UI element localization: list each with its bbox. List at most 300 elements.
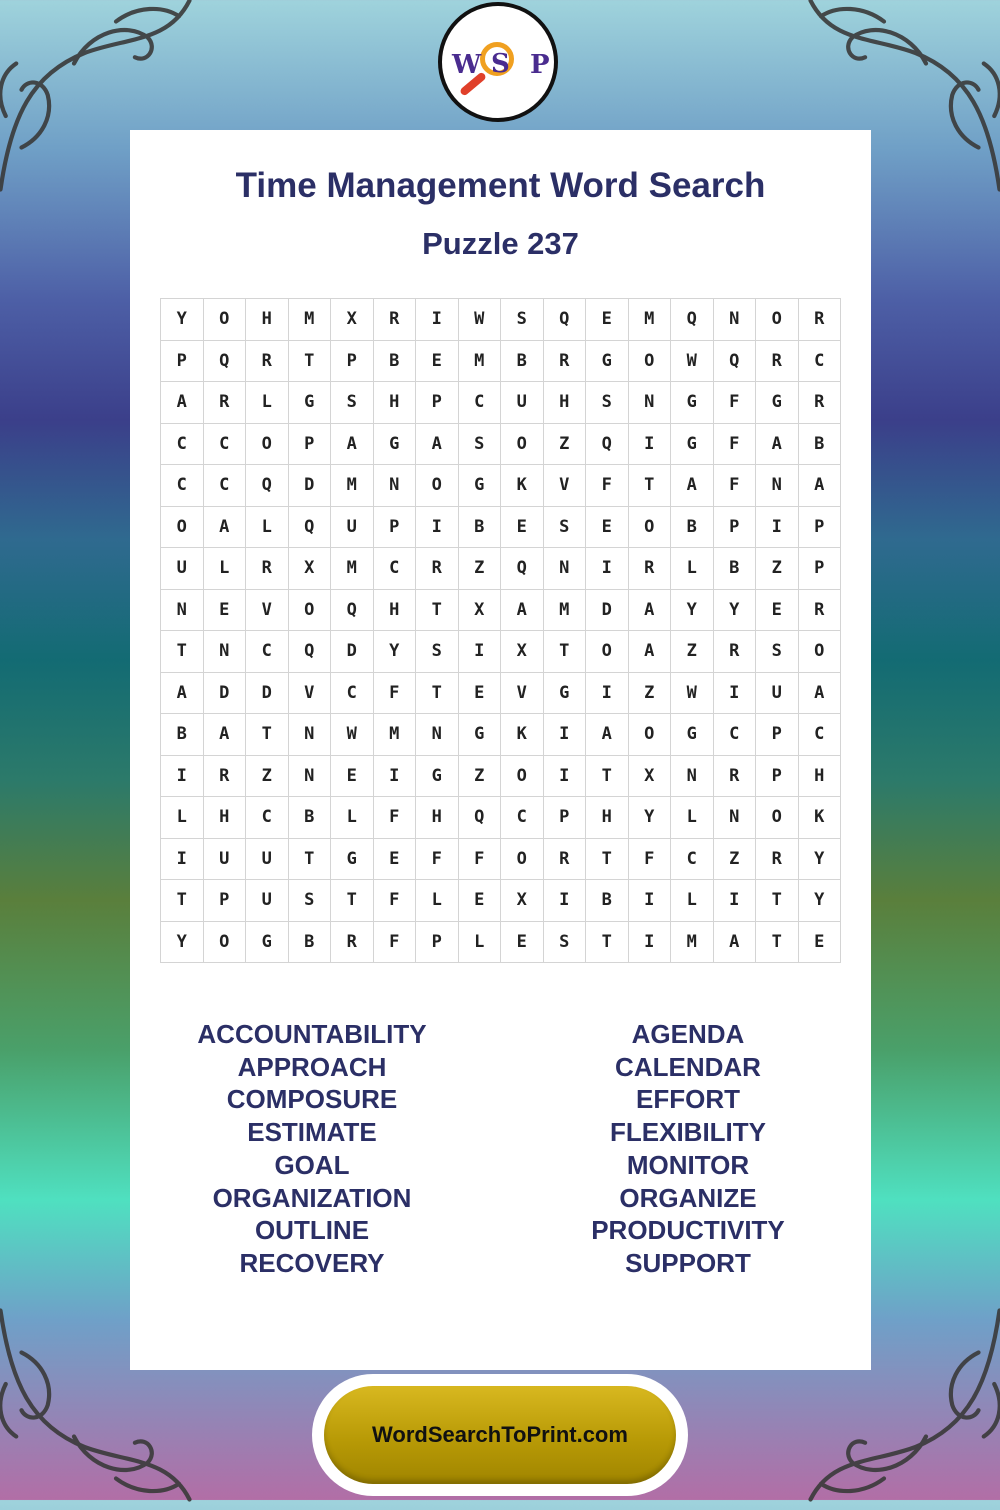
grid-cell: U [246, 880, 289, 922]
grid-row [161, 340, 841, 382]
grid-cell: P [713, 506, 756, 548]
grid-cell: I [161, 755, 204, 797]
grid-cell: F [458, 838, 501, 880]
grid-cell: P [373, 506, 416, 548]
grid-cell: F [713, 423, 756, 465]
grid-cell: E [203, 589, 246, 631]
grid-cell: O [161, 506, 204, 548]
grid-cell: W [671, 672, 714, 714]
puzzle-card [130, 130, 871, 1370]
grid-cell: O [288, 589, 331, 631]
grid-cell: Q [671, 299, 714, 341]
word-item: APPROACH [237, 1051, 387, 1082]
grid-cell: O [246, 423, 289, 465]
grid-cell: N [373, 465, 416, 507]
grid-cell: G [586, 340, 629, 382]
grid-cell: I [543, 755, 586, 797]
grid-cell: N [203, 631, 246, 673]
grid-cell: P [756, 714, 799, 756]
grid-row [161, 423, 841, 465]
grid-cell: L [671, 548, 714, 590]
grid-cell: H [798, 755, 841, 797]
grid-cell: A [798, 672, 841, 714]
grid-cell: Q [288, 631, 331, 673]
grid-cell: B [373, 340, 416, 382]
grid-cell: K [501, 465, 544, 507]
grid-cell: Z [246, 755, 289, 797]
grid-cell: N [713, 299, 756, 341]
grid-cell: A [203, 506, 246, 548]
grid-cell: E [458, 672, 501, 714]
grid-cell: N [671, 755, 714, 797]
grid-cell: E [501, 921, 544, 963]
grid-cell: A [203, 714, 246, 756]
grid-cell: I [628, 423, 671, 465]
grid-cell: F [713, 382, 756, 424]
grid-cell: O [756, 299, 799, 341]
grid-cell: R [798, 589, 841, 631]
grid-cell: M [331, 548, 374, 590]
grid-cell: P [416, 921, 459, 963]
grid-cell: P [161, 340, 204, 382]
grid-row [161, 880, 841, 922]
grid-cell: O [501, 755, 544, 797]
grid-cell: C [161, 465, 204, 507]
grid-cell: F [713, 465, 756, 507]
grid-cell: D [331, 631, 374, 673]
grid-cell: F [373, 797, 416, 839]
grid-cell: R [798, 299, 841, 341]
grid-cell: M [628, 299, 671, 341]
grid-cell: C [373, 548, 416, 590]
grid-cell: G [671, 714, 714, 756]
grid-cell: G [543, 672, 586, 714]
grid-cell: L [203, 548, 246, 590]
grid-cell: E [501, 506, 544, 548]
grid-row [161, 382, 841, 424]
grid-cell: Q [713, 340, 756, 382]
grid-cell: Q [501, 548, 544, 590]
grid-cell: W [331, 714, 374, 756]
grid-cell: M [543, 589, 586, 631]
grid-cell: I [458, 631, 501, 673]
grid-cell: R [628, 548, 671, 590]
grid-cell: V [543, 465, 586, 507]
grid-cell: C [798, 714, 841, 756]
grid-cell: T [331, 880, 374, 922]
word-item: COMPOSURE [226, 1084, 398, 1115]
grid-cell: Y [713, 589, 756, 631]
word-item: CALENDAR [615, 1051, 761, 1082]
grid-cell: B [586, 880, 629, 922]
grid-cell: N [628, 382, 671, 424]
grid-cell: P [416, 382, 459, 424]
grid-cell: L [246, 506, 289, 548]
grid-cell: Z [628, 672, 671, 714]
grid-row [161, 838, 841, 880]
grid-row [161, 548, 841, 590]
grid-cell: I [543, 714, 586, 756]
grid-cell: X [501, 631, 544, 673]
grid-cell: Y [161, 299, 204, 341]
grid-cell: D [586, 589, 629, 631]
grid-cell: A [501, 589, 544, 631]
word-item: FLEXIBILITY [610, 1117, 766, 1148]
grid-row [161, 714, 841, 756]
grid-cell: R [756, 838, 799, 880]
grid-cell: E [586, 299, 629, 341]
grid-cell: Z [713, 838, 756, 880]
word-item: ACCOUNTABILITY [197, 1019, 427, 1049]
grid-cell: G [458, 714, 501, 756]
grid-cell: T [628, 465, 671, 507]
grid-cell: N [288, 714, 331, 756]
grid-cell: Z [671, 631, 714, 673]
grid-cell: I [628, 921, 671, 963]
grid-cell: G [671, 423, 714, 465]
grid-cell: L [671, 797, 714, 839]
grid-cell: E [458, 880, 501, 922]
site-link-label[interactable]: WordSearchToPrint.com [324, 1386, 676, 1484]
grid-cell: B [713, 548, 756, 590]
letter-grid [160, 298, 841, 963]
grid-cell: G [416, 755, 459, 797]
grid-cell: N [416, 714, 459, 756]
grid-cell: T [288, 340, 331, 382]
grid-cell: A [756, 423, 799, 465]
grid-cell: B [458, 506, 501, 548]
grid-cell: I [586, 548, 629, 590]
grid-cell: D [203, 672, 246, 714]
grid-cell: U [756, 672, 799, 714]
logo-letter-w: W [452, 50, 482, 80]
grid-cell: R [416, 548, 459, 590]
grid-cell: X [458, 589, 501, 631]
grid-cell: B [161, 714, 204, 756]
grid-cell: A [628, 589, 671, 631]
grid-cell: R [756, 340, 799, 382]
grid-cell: A [416, 423, 459, 465]
grid-cell: X [331, 299, 374, 341]
grid-cell: D [288, 465, 331, 507]
grid-cell: I [628, 880, 671, 922]
grid-cell: T [756, 880, 799, 922]
grid-cell: E [373, 838, 416, 880]
grid-cell: S [586, 382, 629, 424]
grid-row [161, 755, 841, 797]
puzzle-number: Puzzle 237 [422, 226, 579, 261]
grid-cell: F [586, 465, 629, 507]
grid-cell: C [246, 797, 289, 839]
grid-cell: P [798, 548, 841, 590]
grid-cell: S [501, 299, 544, 341]
grid-cell: H [246, 299, 289, 341]
grid-cell: H [416, 797, 459, 839]
grid-cell: D [246, 672, 289, 714]
grid-cell: U [331, 506, 374, 548]
grid-cell: S [331, 382, 374, 424]
grid-cell: A [331, 423, 374, 465]
grid-cell: F [373, 672, 416, 714]
grid-cell: Y [161, 921, 204, 963]
grid-cell: I [161, 838, 204, 880]
grid-cell: N [288, 755, 331, 797]
grid-cell: U [501, 382, 544, 424]
grid-cell: E [416, 340, 459, 382]
word-item: ORGANIZATION [212, 1182, 412, 1213]
grid-cell: R [203, 382, 246, 424]
grid-cell: B [671, 506, 714, 548]
grid-cell: L [246, 382, 289, 424]
grid-cell: O [586, 631, 629, 673]
grid-cell: M [373, 714, 416, 756]
grid-cell: O [501, 838, 544, 880]
grid-cell: Q [288, 506, 331, 548]
grid-cell: O [628, 506, 671, 548]
grid-cell: C [501, 797, 544, 839]
grid-cell: X [628, 755, 671, 797]
grid-cell: T [288, 838, 331, 880]
grid-cell: T [586, 838, 629, 880]
grid-row [161, 921, 841, 963]
puzzle-title: Time Management Word Search [235, 166, 766, 205]
grid-cell: Y [373, 631, 416, 673]
grid-cell: P [331, 340, 374, 382]
logo-letter-s: S [491, 49, 510, 79]
grid-cell: U [246, 838, 289, 880]
grid-cell: L [331, 797, 374, 839]
grid-cell: T [161, 880, 204, 922]
grid-cell: P [203, 880, 246, 922]
grid-cell: K [501, 714, 544, 756]
grid-cell: R [331, 921, 374, 963]
grid-cell: F [373, 880, 416, 922]
grid-cell: G [756, 382, 799, 424]
grid-cell: R [713, 631, 756, 673]
word-item: RECOVERY [239, 1247, 385, 1278]
grid-cell: A [798, 465, 841, 507]
word-item: OUTLINE [254, 1215, 370, 1246]
grid-cell: A [586, 714, 629, 756]
grid-cell: E [586, 506, 629, 548]
grid-cell: S [543, 921, 586, 963]
grid-cell: C [203, 465, 246, 507]
grid-cell: Y [671, 589, 714, 631]
grid-cell: H [586, 797, 629, 839]
grid-cell: C [161, 423, 204, 465]
grid-cell: M [331, 465, 374, 507]
grid-cell: I [713, 672, 756, 714]
grid-cell: I [756, 506, 799, 548]
grid-cell: E [331, 755, 374, 797]
grid-cell: X [501, 880, 544, 922]
grid-cell: P [288, 423, 331, 465]
grid-cell: P [798, 506, 841, 548]
grid-cell: T [756, 921, 799, 963]
grid-cell: O [501, 423, 544, 465]
grid-cell: O [416, 465, 459, 507]
grid-cell: K [798, 797, 841, 839]
grid-cell: R [798, 382, 841, 424]
grid-cell: L [161, 797, 204, 839]
grid-cell: X [288, 548, 331, 590]
word-item: EFFORT [636, 1084, 740, 1115]
grid-cell: C [331, 672, 374, 714]
grid-cell: N [756, 465, 799, 507]
grid-cell: Q [203, 340, 246, 382]
grid-cell: C [798, 340, 841, 382]
grid-cell: B [501, 340, 544, 382]
site-link-button[interactable] [312, 1374, 688, 1496]
grid-cell: O [798, 631, 841, 673]
grid-cell: B [288, 921, 331, 963]
grid-cell: G [373, 423, 416, 465]
grid-cell: M [288, 299, 331, 341]
grid-cell: R [543, 340, 586, 382]
word-item: PRODUCTIVITY [591, 1215, 785, 1246]
grid-cell: P [543, 797, 586, 839]
grid-cell: Z [458, 548, 501, 590]
grid-cell: U [161, 548, 204, 590]
grid-cell: R [543, 838, 586, 880]
grid-cell: U [203, 838, 246, 880]
grid-cell: M [458, 340, 501, 382]
grid-cell: H [373, 382, 416, 424]
word-item: AGENDA [631, 1019, 745, 1049]
grid-cell: L [458, 921, 501, 963]
grid-cell: F [628, 838, 671, 880]
grid-cell: I [373, 755, 416, 797]
word-item: MONITOR [626, 1149, 750, 1180]
grid-cell: C [671, 838, 714, 880]
word-list-right [538, 1018, 838, 1280]
grid-row [161, 589, 841, 631]
grid-cell: V [288, 672, 331, 714]
grid-cell: R [203, 755, 246, 797]
grid-cell: Q [246, 465, 289, 507]
grid-cell: T [416, 672, 459, 714]
grid-cell: E [798, 921, 841, 963]
grid-cell: F [416, 838, 459, 880]
grid-cell: O [203, 299, 246, 341]
grid-row [161, 631, 841, 673]
grid-cell: Y [798, 838, 841, 880]
grid-row [161, 672, 841, 714]
grid-cell: Q [543, 299, 586, 341]
grid-cell: F [373, 921, 416, 963]
grid-cell: B [798, 423, 841, 465]
grid-cell: S [756, 631, 799, 673]
grid-row [161, 465, 841, 507]
word-item: SUPPORT [625, 1247, 751, 1278]
site-logo [438, 2, 558, 122]
grid-cell: I [416, 506, 459, 548]
grid-cell: S [543, 506, 586, 548]
word-item: ORGANIZE [619, 1182, 757, 1213]
grid-cell: A [161, 672, 204, 714]
grid-cell: Q [331, 589, 374, 631]
grid-row [161, 299, 841, 341]
grid-cell: G [331, 838, 374, 880]
grid-cell: C [203, 423, 246, 465]
grid-cell: Z [458, 755, 501, 797]
grid-cell: G [671, 382, 714, 424]
grid-cell: R [246, 340, 289, 382]
grid-cell: G [458, 465, 501, 507]
grid-cell: C [246, 631, 289, 673]
grid-cell: G [288, 382, 331, 424]
grid-cell: A [671, 465, 714, 507]
grid-cell: C [458, 382, 501, 424]
grid-cell: O [628, 340, 671, 382]
grid-cell: N [543, 548, 586, 590]
grid-cell: W [458, 299, 501, 341]
grid-cell: I [586, 672, 629, 714]
grid-cell: I [543, 880, 586, 922]
grid-cell: Z [543, 423, 586, 465]
grid-cell: N [713, 797, 756, 839]
grid-cell: Y [628, 797, 671, 839]
grid-cell: Z [756, 548, 799, 590]
grid-cell: I [416, 299, 459, 341]
grid-cell: I [713, 880, 756, 922]
grid-cell: T [416, 589, 459, 631]
grid-row [161, 506, 841, 548]
grid-cell: O [628, 714, 671, 756]
grid-cell: S [416, 631, 459, 673]
grid-cell: R [373, 299, 416, 341]
grid-cell: V [501, 672, 544, 714]
grid-cell: B [288, 797, 331, 839]
grid-cell: L [671, 880, 714, 922]
grid-cell: H [203, 797, 246, 839]
grid-cell: R [713, 755, 756, 797]
grid-cell: S [288, 880, 331, 922]
grid-cell: T [586, 755, 629, 797]
word-item: ESTIMATE [247, 1117, 377, 1148]
grid-cell: C [713, 714, 756, 756]
grid-cell: T [586, 921, 629, 963]
grid-cell: N [161, 589, 204, 631]
grid-cell: G [246, 921, 289, 963]
grid-cell: L [416, 880, 459, 922]
grid-cell: Q [458, 797, 501, 839]
grid-cell: M [671, 921, 714, 963]
grid-cell: E [756, 589, 799, 631]
grid-cell: T [543, 631, 586, 673]
grid-cell: P [756, 755, 799, 797]
grid-cell: A [161, 382, 204, 424]
grid-cell: S [458, 423, 501, 465]
word-item: GOAL [274, 1149, 350, 1180]
grid-row [161, 797, 841, 839]
grid-cell: T [161, 631, 204, 673]
grid-cell: A [628, 631, 671, 673]
grid-cell: V [246, 589, 289, 631]
grid-cell: O [756, 797, 799, 839]
grid-cell: Q [586, 423, 629, 465]
grid-cell: H [543, 382, 586, 424]
grid-cell: W [671, 340, 714, 382]
grid-cell: R [246, 548, 289, 590]
word-list-left [162, 1018, 462, 1280]
grid-cell: Y [798, 880, 841, 922]
grid-cell: A [713, 921, 756, 963]
grid-cell: O [203, 921, 246, 963]
grid-cell: T [246, 714, 289, 756]
logo-letter-p: P [530, 50, 550, 80]
grid-cell: H [373, 589, 416, 631]
